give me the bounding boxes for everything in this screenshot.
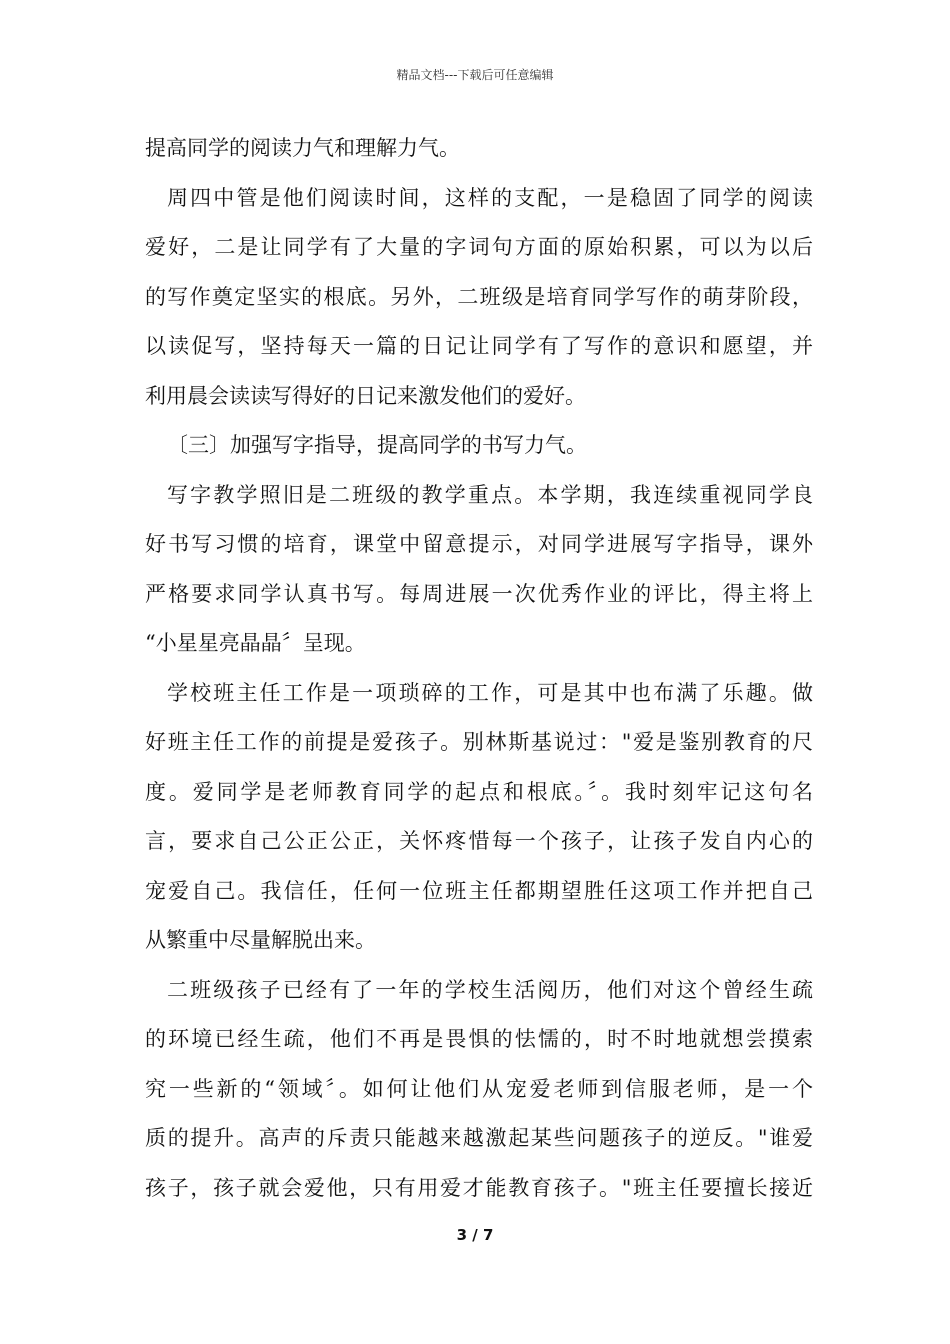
text-line: 写字教学照旧是二班级的教学重点。本学期，我连续重视同学良	[167, 482, 813, 507]
page-header: 精品文档---下载后可任意编辑	[396, 68, 554, 82]
text-line: 二班级孩子已经有了一年的学校生活阅历，他们对这个曾经生疏	[167, 977, 813, 1002]
text-line: 周四中管是他们阅读时间，这样的支配，一是稳固了同学的阅读	[167, 185, 813, 210]
document-body	[145, 128, 813, 1217]
text-line: 好班主任工作的前提是爱孩子。别林斯基说过："爱是鉴别教育的尺	[145, 730, 813, 754]
text-line: 好书写习惯的培育，课堂中留意提示，对同学进展写字指导，课外	[145, 532, 813, 556]
text-line: 孩子，孩子就会爱他，只有用爱才能教育孩子。"班主任要擅长接近	[145, 1175, 813, 1200]
text-line: 学校班主任工作是一项琐碎的工作，可是其中也布满了乐趣。做	[167, 680, 813, 705]
text-line: 利用晨会读读写得好的日记来激发他们的爱好。	[145, 383, 586, 408]
text-line: 提高同学的阅读力气和理解力气。	[145, 136, 460, 160]
text-line: 质的提升。高声的斥责只能越来越激起某些问题孩子的逆反。"谁爱	[145, 1126, 813, 1150]
text-line: “小星星亮晶晶〞呈现。	[145, 631, 366, 655]
text-line: 宠爱自己。我信任，任何一位班主任都期望胜任这项工作并把自己	[145, 878, 813, 903]
text-line: 的环境已经生疏，他们不再是畏惧的怯懦的，时不时地就想尝摸索	[145, 1027, 813, 1051]
text-line: 以读促写，坚持每天一篇的日记让同学有了写作的意识和愿望，并	[145, 334, 813, 358]
text-line: 从繁重中尽量解脱出来。	[145, 928, 376, 952]
text-line: 的写作奠定坚实的根底。另外，二班级是培育同学写作的萌芽阶段，	[145, 284, 813, 309]
text-line: 究一些新的“领域〞。如何让他们从宠爱老师到信服老师，是一个	[145, 1076, 813, 1101]
text-line: 度。爱同学是老师教育同学的起点和根底。〞。我时刻牢记这句名	[145, 779, 813, 804]
section-heading: 〔三〕加强写字指导，提高同学的书写力气。	[167, 433, 587, 457]
text-line: 言，要求自己公正公正，关怀疼惜每一个孩子，让孩子发自内心的	[145, 829, 813, 853]
page-number: 3 / 7	[456, 1226, 494, 1244]
text-line: 严格要求同学认真书写。每周进展一次优秀作业的评比，得主将上	[145, 581, 813, 606]
text-line: 爱好，二是让同学有了大量的字词句方面的原始积累，可以为以后	[145, 235, 813, 259]
